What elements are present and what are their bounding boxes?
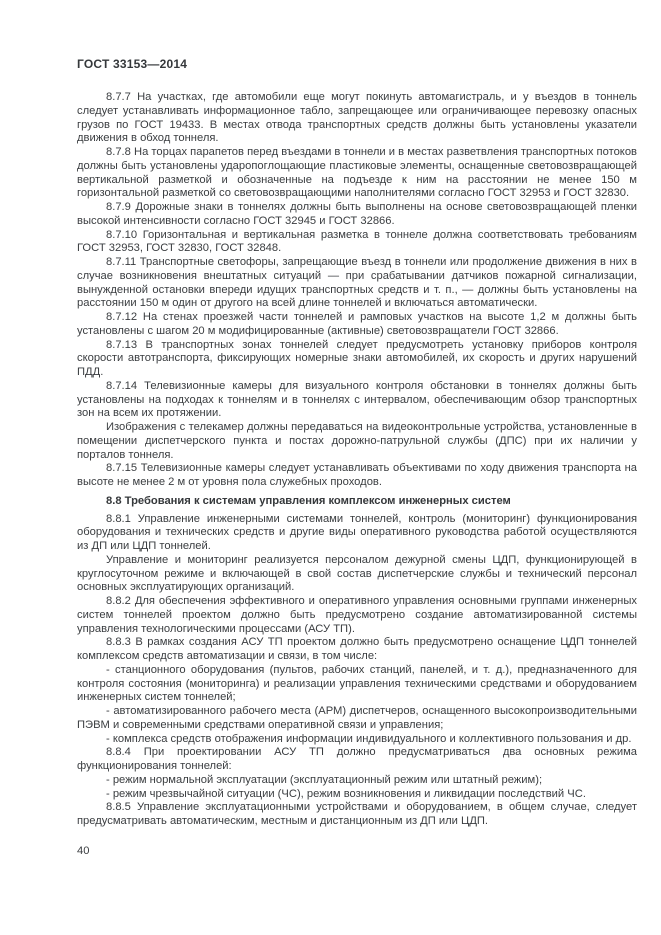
paragraph: 8.7.14 Телевизионные камеры для визуального контроля обстановки в тоннелях должны быть установлены на подходах к тоннелям и в тоннелях с интервалом, обеспечивающим обзор транспортных зон на всем их протяжении. xyxy=(77,379,637,420)
paragraph: 8.8.4 При проектировании АСУ ТП должно предусматриваться два основных режима функционирования тоннелей: xyxy=(77,746,637,772)
paragraph: Изображения с телекамер должны передаваться на видеоконтрольные устройства, установленные в помещении диспетчерского пункта и постах дорожно-патрульной службы (ДПС) при их наличии у порталов тоннеля. xyxy=(77,421,637,461)
paragraph: - автоматизированного рабочего места (АРМ) диспетчеров, оснащенного высокопроизводительными ПЭВМ и современными средствами оперативной связи и управления; xyxy=(77,705,637,731)
paragraph: 8.7.15 Телевизионные камеры следует устанавливать объективами по ходу движения транспорта на высоте не менее 2 м от уровня пола служебных проходов. xyxy=(77,462,637,488)
paragraph: - станционного оборудования (пультов, рабочих станций, панелей, и т. д.), предназначенного для контроля состояния (мониторинга) и реализации управления техническими средствами и оборудованием инженерных систем тоннелей; xyxy=(77,663,637,704)
paragraph: 8.8.3 В рамках создания АСУ ТП проектом должно быть предусмотрено оснащение ЦДП тоннелей комплексом средств автоматизации и связи, в том числе: xyxy=(77,636,637,662)
paragraph: 8.7.7 На участках, где автомобили еще могут покинуть автомагистраль, и у въездов в тоннель следует устанавливать информационное табло, запрещающее или ограничивающее перевозку опасных грузов по ГОСТ 19433. В местах отвода транспортных средств должны быть установлены указатели движения в обход тоннеля. xyxy=(77,91,637,145)
paragraph: 8.7.12 На стенах проезжей части тоннелей и рамповых участков на высоте 1,2 м должны быть установлены с шагом 20 м модифицированные (активные) световозвращатели ГОСТ 32866. xyxy=(77,311,637,337)
paragraph: 8.7.10 Горизонтальная и вертикальная разметка в тоннеле должна соответствовать требованиям ГОСТ 32953, ГОСТ 32830, ГОСТ 32848. xyxy=(77,228,637,255)
paragraph: 8.7.8 На торцах парапетов перед въездами в тоннели и в местах разветвления транспортных потоков должны быть установлены ударопоглощающие пластиковые элементы, оснащенные световозвращающей вертикальной разметкой и обозначенные на подъезде к ним на расстоянии не менее 150 м горизонтальной разметкой со световозвращающими наполнителями согласно ГОСТ 32953 и ГОСТ 32830. xyxy=(77,146,637,200)
paragraph: - режим чрезвычайной ситуации (ЧС), режим возникновения и ликвидации последствий ЧС. xyxy=(106,787,586,800)
paragraph: 8.8.5 Управление эксплуатационными устройствами и оборудованием, в общем случае, следует предусматривать автоматическим, местным и дистанционным из ДП или ЦДП. xyxy=(77,801,637,827)
paragraph: - режим нормальной эксплуатации (эксплуатационный режим или штатный режим); xyxy=(106,773,543,786)
paragraph: 8.7.9 Дорожные знаки в тоннелях должны быть выполнены на основе световозвращающей пленки высокой интенсивности согласно ГОСТ 32945 и ГОСТ 32866. xyxy=(77,201,637,227)
paragraph: - комплекса средств отображения информации индивидуального и коллективного пользования и др. xyxy=(106,732,632,745)
paragraph: 8.8.2 Для обеспечения эффективного и оперативного управления основными группами инженерных систем тоннелей проектом должно быть предусмотрено создание автоматизированной системы управления технологическими процессами (АСУ ТП). xyxy=(77,595,637,635)
paragraph: 8.7.11 Транспортные светофоры, запрещающие въезд в тоннели или продолжение движения в них в случае возникновения внештатных ситуаций — при срабатывании датчиков пожарной сигнализации, вынужденной остановки впереди идущих транспортных средств и т. п., — должны быть установлены на расстоянии 150 м один от другого на всей длине тоннелей и включаться автоматически. xyxy=(77,256,637,310)
page-number: 40 xyxy=(77,845,90,857)
document-header-standard-number: ГОСТ 33153—2014 xyxy=(77,57,188,71)
document-body xyxy=(77,91,637,829)
paragraph: Управление и мониторинг реализуется персоналом дежурной смены ЦДП, функционирующей в круглосуточном режиме и включающей в свой состав диспетчерские службы и технический персонал основных эксплуатирующих организаций. xyxy=(77,553,637,594)
paragraph: 8.7.13 В транспортных зонах тоннелей следует предусмотреть установку приборов контроля скорости автотранспорта, фиксирующих номерные знаки автомобилей, их скорость и других нарушений ПДД. xyxy=(77,338,637,378)
section-heading: 8.8 Требования к системам управления комплексом инженерных систем xyxy=(106,494,511,507)
paragraph: 8.8.1 Управление инженерными системами тоннелей, контроль (мониторинг) функционирования оборудования и технических средств и другие виды оперативного руководства работой осуществляются из ДП или ЦДП тоннелей. xyxy=(77,512,637,552)
